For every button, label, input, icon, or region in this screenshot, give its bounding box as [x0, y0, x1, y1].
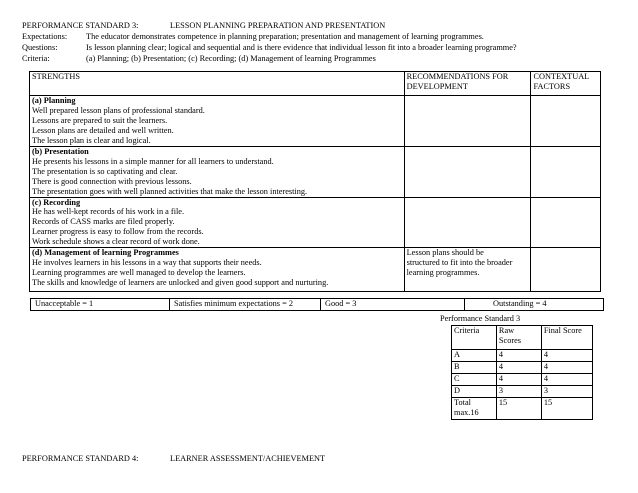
contextual-header — [531, 72, 601, 96]
score-cell: 3 — [496, 386, 541, 398]
score-row — [452, 362, 593, 374]
section-title: (d) Management of learning Programmes — [32, 248, 179, 258]
score-cell: 4 — [541, 374, 592, 386]
next-standard-title: LEARNER ASSESSMENT/ACHIEVEMENT — [170, 454, 326, 463]
section-strengths-cell — [30, 146, 405, 197]
section-strengths-cell — [30, 248, 405, 292]
section-line: The presentation goes with well planned activities that make the lesson interesting. — [32, 186, 308, 196]
score-table — [451, 325, 593, 420]
recommendation-cell — [404, 96, 531, 147]
score-header-line: Scores — [498, 335, 522, 345]
scale-item: Good = 3 — [321, 299, 465, 310]
criteria-row — [22, 54, 622, 65]
criteria-key: Criteria: — [22, 54, 50, 63]
section-line: He has well-kept records of his work in a file. — [32, 207, 185, 217]
strengths-header: STRENGTHS — [30, 72, 405, 96]
section-row — [30, 146, 601, 197]
contextual-cell — [531, 96, 601, 147]
table-header-row — [30, 72, 601, 96]
section-line: Lesson plans are detailed and well written. — [32, 125, 174, 135]
expectations-row — [22, 32, 622, 43]
score-cell: 15 — [496, 398, 541, 420]
score-cell: 4 — [541, 350, 592, 362]
section-row — [30, 197, 601, 248]
section-row — [30, 248, 601, 292]
score-cell — [452, 398, 497, 420]
recommendations-header-line: RECOMMENDATIONS FOR — [406, 72, 509, 81]
section-line: There is good connection with previous lessons. — [32, 176, 192, 186]
expectations-text: The educator demonstrates competence in planning preparation; presentation and management of learning programmes. — [86, 32, 484, 41]
section-line: Learner progress is easy to follow from the records. — [32, 227, 204, 237]
section-title: (c) Recording — [32, 197, 81, 207]
recommendation-cell — [404, 146, 531, 197]
section-line: He presents his lessons in a simple manner for all learners to understand. — [32, 156, 274, 166]
criteria-text: (a) Planning; (b) Presentation; (c) Recording; (d) Management of learning Programmes — [86, 54, 376, 63]
recommendation-line: learning programmes. — [406, 268, 480, 278]
section-strengths-cell — [30, 197, 405, 248]
score-cell: 4 — [496, 362, 541, 374]
section-line: He involves learners in his lessons in a way that supports their needs. — [32, 258, 262, 268]
score-header: Criteria — [452, 326, 497, 350]
section-line: Lessons are prepared to suit the learners. — [32, 115, 168, 125]
score-total-row — [452, 398, 593, 420]
section-row — [30, 96, 601, 147]
recommendation-cell — [404, 248, 531, 292]
score-cell: A — [452, 350, 497, 362]
score-row — [452, 374, 593, 386]
questions-text: Is lesson planning clear; logical and sequential and is there evidence that individual lesson fit into a broader learning programme? — [86, 43, 517, 52]
scale-item: Satisfies minimum expectations = 2 — [170, 299, 321, 310]
score-row — [452, 386, 593, 398]
score-cell: 4 — [496, 374, 541, 386]
score-header-line: Raw — [498, 326, 515, 335]
contextual-header-line: CONTEXTUAL — [533, 72, 590, 81]
score-cell: D — [452, 386, 497, 398]
contextual-cell — [531, 197, 601, 248]
score-table-label: Performance Standard 3 — [440, 314, 521, 323]
expectations-key: Expectations: — [22, 32, 68, 41]
questions-key: Questions: — [22, 43, 58, 52]
rating-scale — [30, 298, 604, 311]
questions-row — [22, 43, 622, 54]
standard-title: LESSON PLANNING PREPARATION AND PRESENTATION — [170, 21, 386, 30]
section-line: The skills and knowledge of learners are unlocked and given good support and nurturing. — [32, 278, 329, 288]
score-cell: 15 — [541, 398, 592, 420]
contextual-header-line: FACTORS — [533, 81, 571, 91]
scale-item: Unacceptable = 1 — [31, 299, 170, 310]
section-line: The lesson plan is clear and logical. — [32, 135, 151, 145]
section-line: Well prepared lesson plans of professional standard. — [32, 105, 205, 115]
contextual-cell — [531, 146, 601, 197]
strengths-table — [29, 71, 601, 292]
score-header: Final Score — [541, 326, 592, 350]
recommendation-cell — [404, 197, 531, 248]
section-title: (a) Planning — [32, 96, 76, 105]
recommendation-line: structured to fit into the broader — [406, 258, 513, 268]
recommendations-header-line: DEVELOPMENT — [406, 81, 468, 91]
total-line: Total — [454, 398, 471, 407]
next-standard-key: PERFORMANCE STANDARD 4: — [22, 454, 139, 463]
total-line: max.16 — [454, 407, 479, 417]
section-strengths-cell — [30, 96, 405, 147]
next-standard-header — [22, 454, 325, 464]
score-cell: 3 — [541, 386, 592, 398]
score-row — [452, 350, 593, 362]
score-cell: C — [452, 374, 497, 386]
standard-row — [22, 21, 622, 32]
section-line: Work schedule shows a clear record of work done. — [32, 237, 200, 247]
section-line: Records of CASS marks are filed properly. — [32, 217, 175, 227]
recommendations-header — [404, 72, 531, 96]
recommendation-line: Lesson plans should be — [406, 248, 484, 258]
standard-header — [22, 21, 622, 65]
score-cell: 4 — [496, 350, 541, 362]
section-line: The presentation is so captivating and clear. — [32, 166, 178, 176]
score-cell: B — [452, 362, 497, 374]
section-line: Learning programmes are well managed to develop the learners. — [32, 268, 246, 278]
contextual-cell — [531, 248, 601, 292]
score-header — [496, 326, 541, 350]
score-header-row — [452, 326, 593, 350]
standard-key: PERFORMANCE STANDARD 3: — [22, 21, 139, 30]
scale-item: Outstanding = 4 — [493, 299, 547, 308]
section-title: (b) Presentation — [32, 146, 89, 156]
score-cell: 4 — [541, 362, 592, 374]
